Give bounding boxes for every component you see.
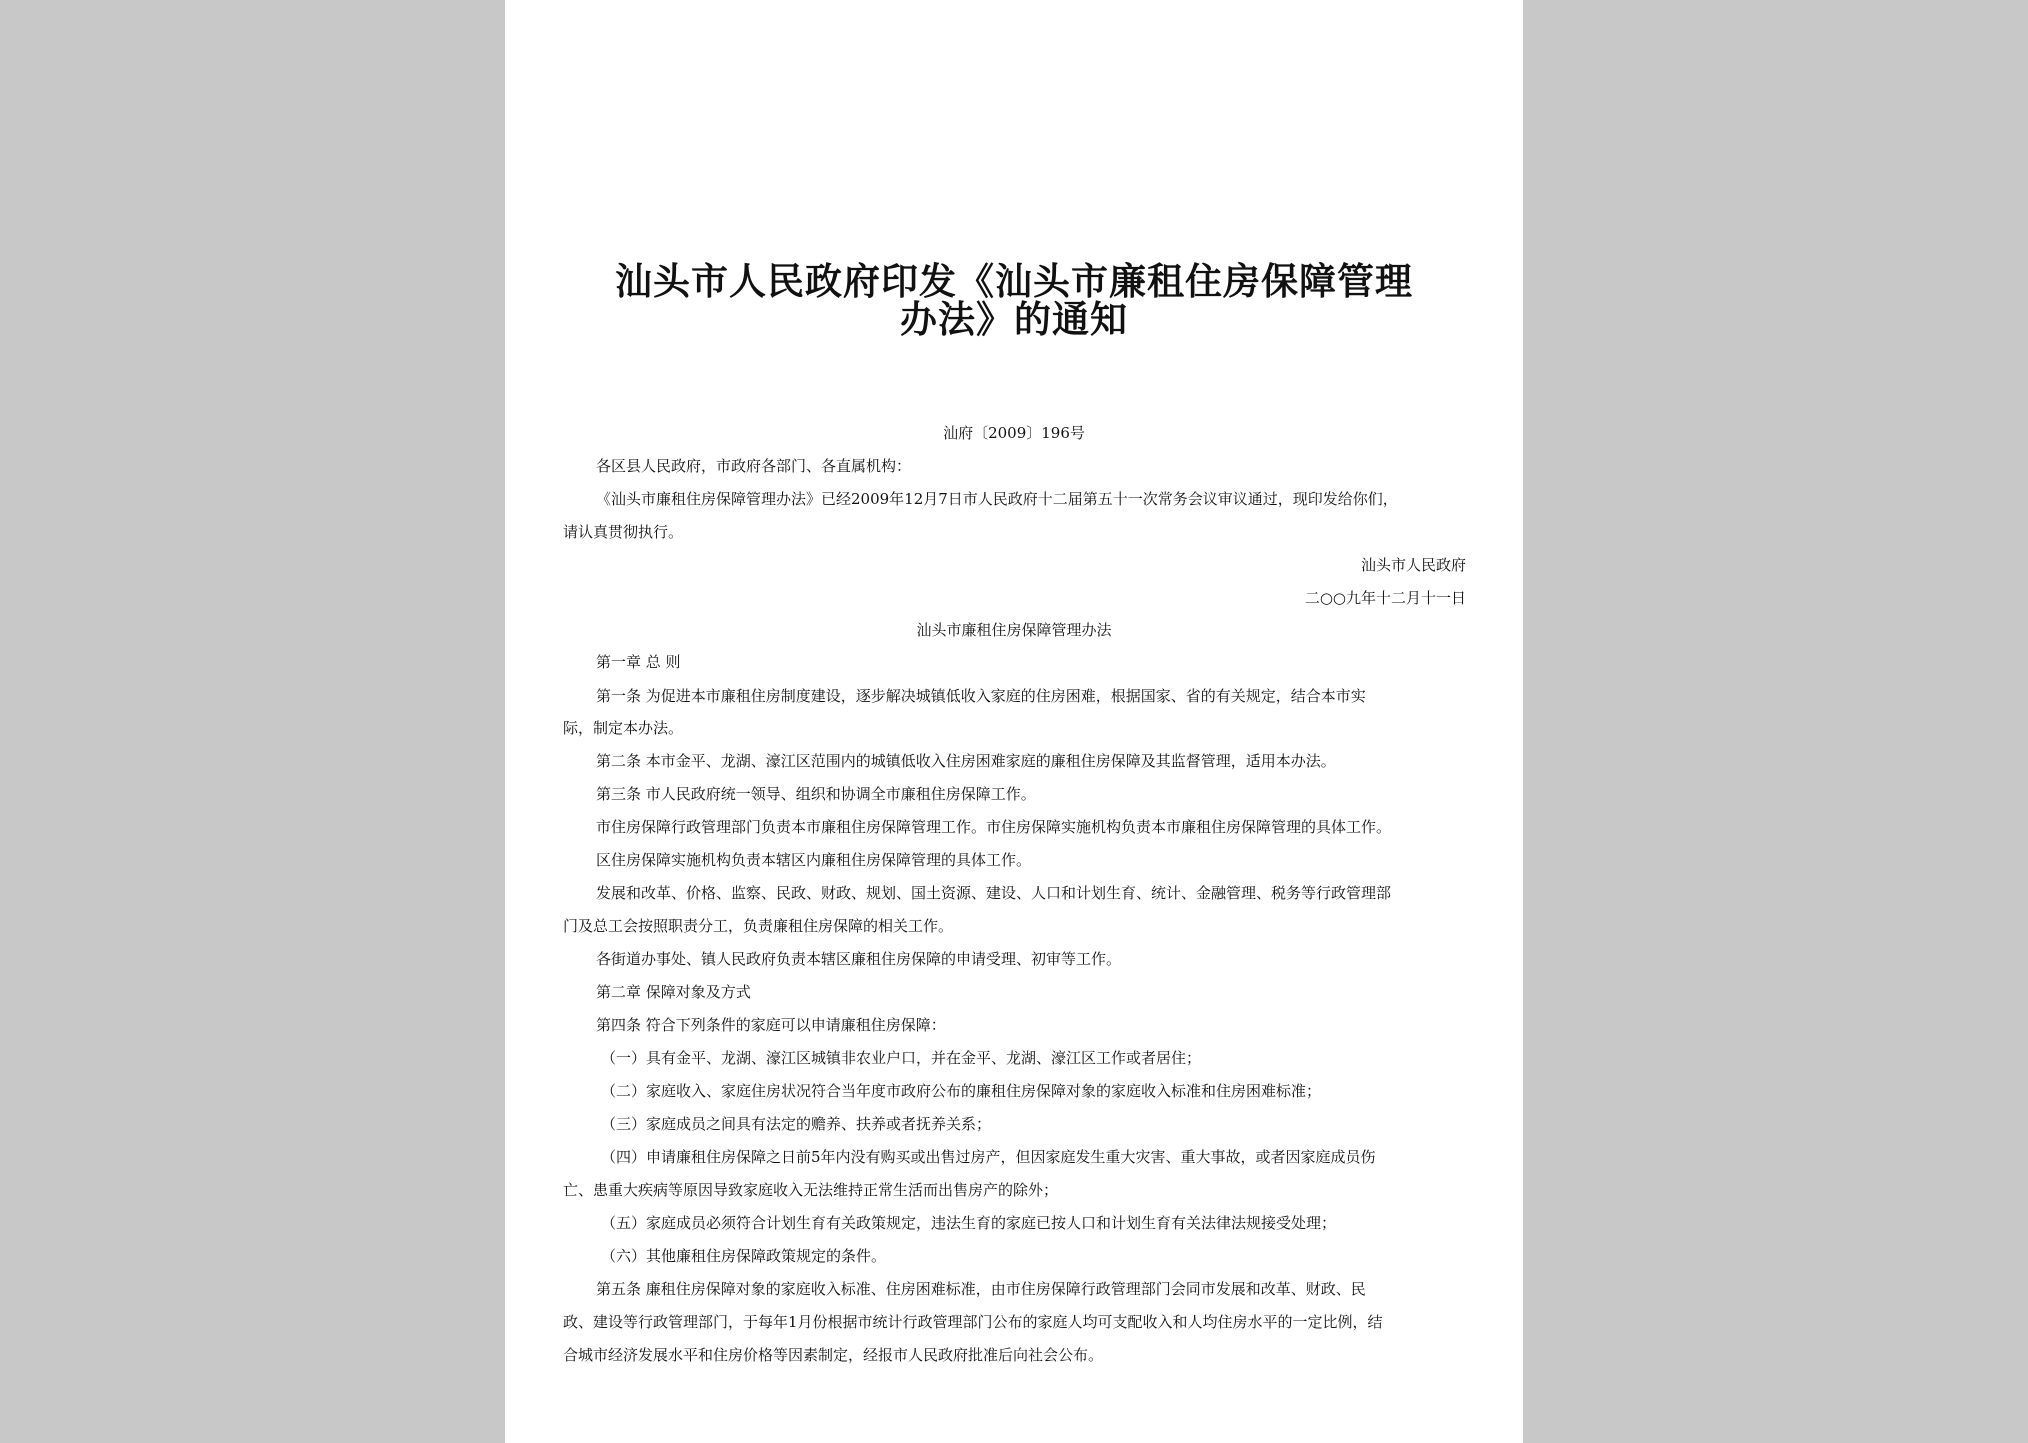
condition-item-5: （五）家庭成员必须符合计划生育有关政策规定，违法生育的家庭已按人口和计划生育有关法律法规接受处理； <box>601 1214 1337 1232</box>
article-2: 第二条 本市金平、龙湖、濠江区范围内的城镇低收入住房困难家庭的廉租住房保障及其监督管理，适用本办法。 <box>596 752 1336 770</box>
article-3-line-2: 市住房保障行政管理部门负责本市廉租住房保障管理工作。市住房保障实施机构负责本市廉租住房保障管理的具体工作。 <box>596 818 1392 836</box>
issuer: 汕头市人民政府 <box>1360 556 1466 574</box>
addressee: 各区县人民政府，市政府各部门、各直属机构： <box>596 457 912 475</box>
article-1-line-1: 第一条 为促进本市廉租住房制度建设，逐步解决城镇低收入家庭的住房困难，根据国家、省的有关规定，结合本市实 <box>596 687 1366 705</box>
condition-item-4-line-2: 亡、患重大疾病等原因导致家庭收入无法维持正常生活而出售房产的除外； <box>563 1181 1059 1199</box>
article-5-line-1: 第五条 廉租住房保障对象的家庭收入标准、住房困难标准，由市住房保障行政管理部门会同市发展和改革、财政、民 <box>596 1280 1366 1298</box>
article-3-line-1: 第三条 市人民政府统一领导、组织和协调全市廉租住房保障工作。 <box>596 785 1036 803</box>
condition-item-4-line-1: （四）申请廉租住房保障之日前5年内没有购买或出售过房产，但因家庭发生重大灾害、重大事故，或者因家庭成员伤 <box>601 1148 1376 1166</box>
document-title: 汕头市人民政府印发《汕头市廉租住房保障管理办法》的通知 <box>615 259 1413 341</box>
intro-line-2: 请认真贯彻执行。 <box>563 523 684 541</box>
condition-item-3: （三）家庭成员之间具有法定的赡养、扶养或者抚养关系； <box>601 1115 992 1133</box>
condition-item-6: （六）其他廉租住房保障政策规定的条件。 <box>601 1247 887 1265</box>
article-1-line-2: 际，制定本办法。 <box>563 719 684 737</box>
article-3-line-6: 各街道办事处、镇人民政府负责本辖区廉租住房保障的申请受理、初审等工作。 <box>596 950 1122 968</box>
article-5-line-3: 合城市经济发展水平和住房价格等因素制定，经报市人民政府批准后向社会公布。 <box>563 1346 1104 1364</box>
article-5-line-2: 政、建设等行政管理部门，于每年1月份根据市统计行政管理部门公布的家庭人均可支配收入和人均住房水平的一定比例，结 <box>563 1313 1383 1331</box>
condition-item-1: （一）具有金平、龙湖、濠江区城镇非农业户口，并在金平、龙湖、濠江区工作或者居住； <box>601 1049 1202 1067</box>
document-number: 汕府〔2009〕196号 <box>943 424 1085 442</box>
chapter-1-heading: 第一章 总 则 <box>596 653 681 671</box>
article-3-line-4: 发展和改革、价格、监察、民政、财政、规划、国土资源、建设、人口和计划生育、统计、金融管理、税务等行政管理部 <box>596 884 1392 902</box>
chapter-2-heading: 第二章 保障对象及方式 <box>596 983 751 1001</box>
document-page <box>505 0 1523 1443</box>
article-3-line-5: 门及总工会按照职责分工，负责廉租住房保障的相关工作。 <box>563 917 954 935</box>
issue-date: 二○○九年十二月十一日 <box>1304 589 1466 607</box>
regulation-title: 汕头市廉租住房保障管理办法 <box>916 621 1112 639</box>
condition-item-2: （二）家庭收入、家庭住房状况符合当年度市政府公布的廉租住房保障对象的家庭收入标准和住房困难标准； <box>601 1082 1322 1100</box>
article-3-line-3: 区住房保障实施机构负责本辖区内廉租住房保障管理的具体工作。 <box>596 851 1032 869</box>
intro-line-1: 《汕头市廉租住房保障管理办法》已经2009年12月7日市人民政府十二届第五十一次常务会议审议通过，现印发给你们， <box>596 490 1398 508</box>
article-4: 第四条 符合下列条件的家庭可以申请廉租住房保障： <box>596 1016 946 1034</box>
